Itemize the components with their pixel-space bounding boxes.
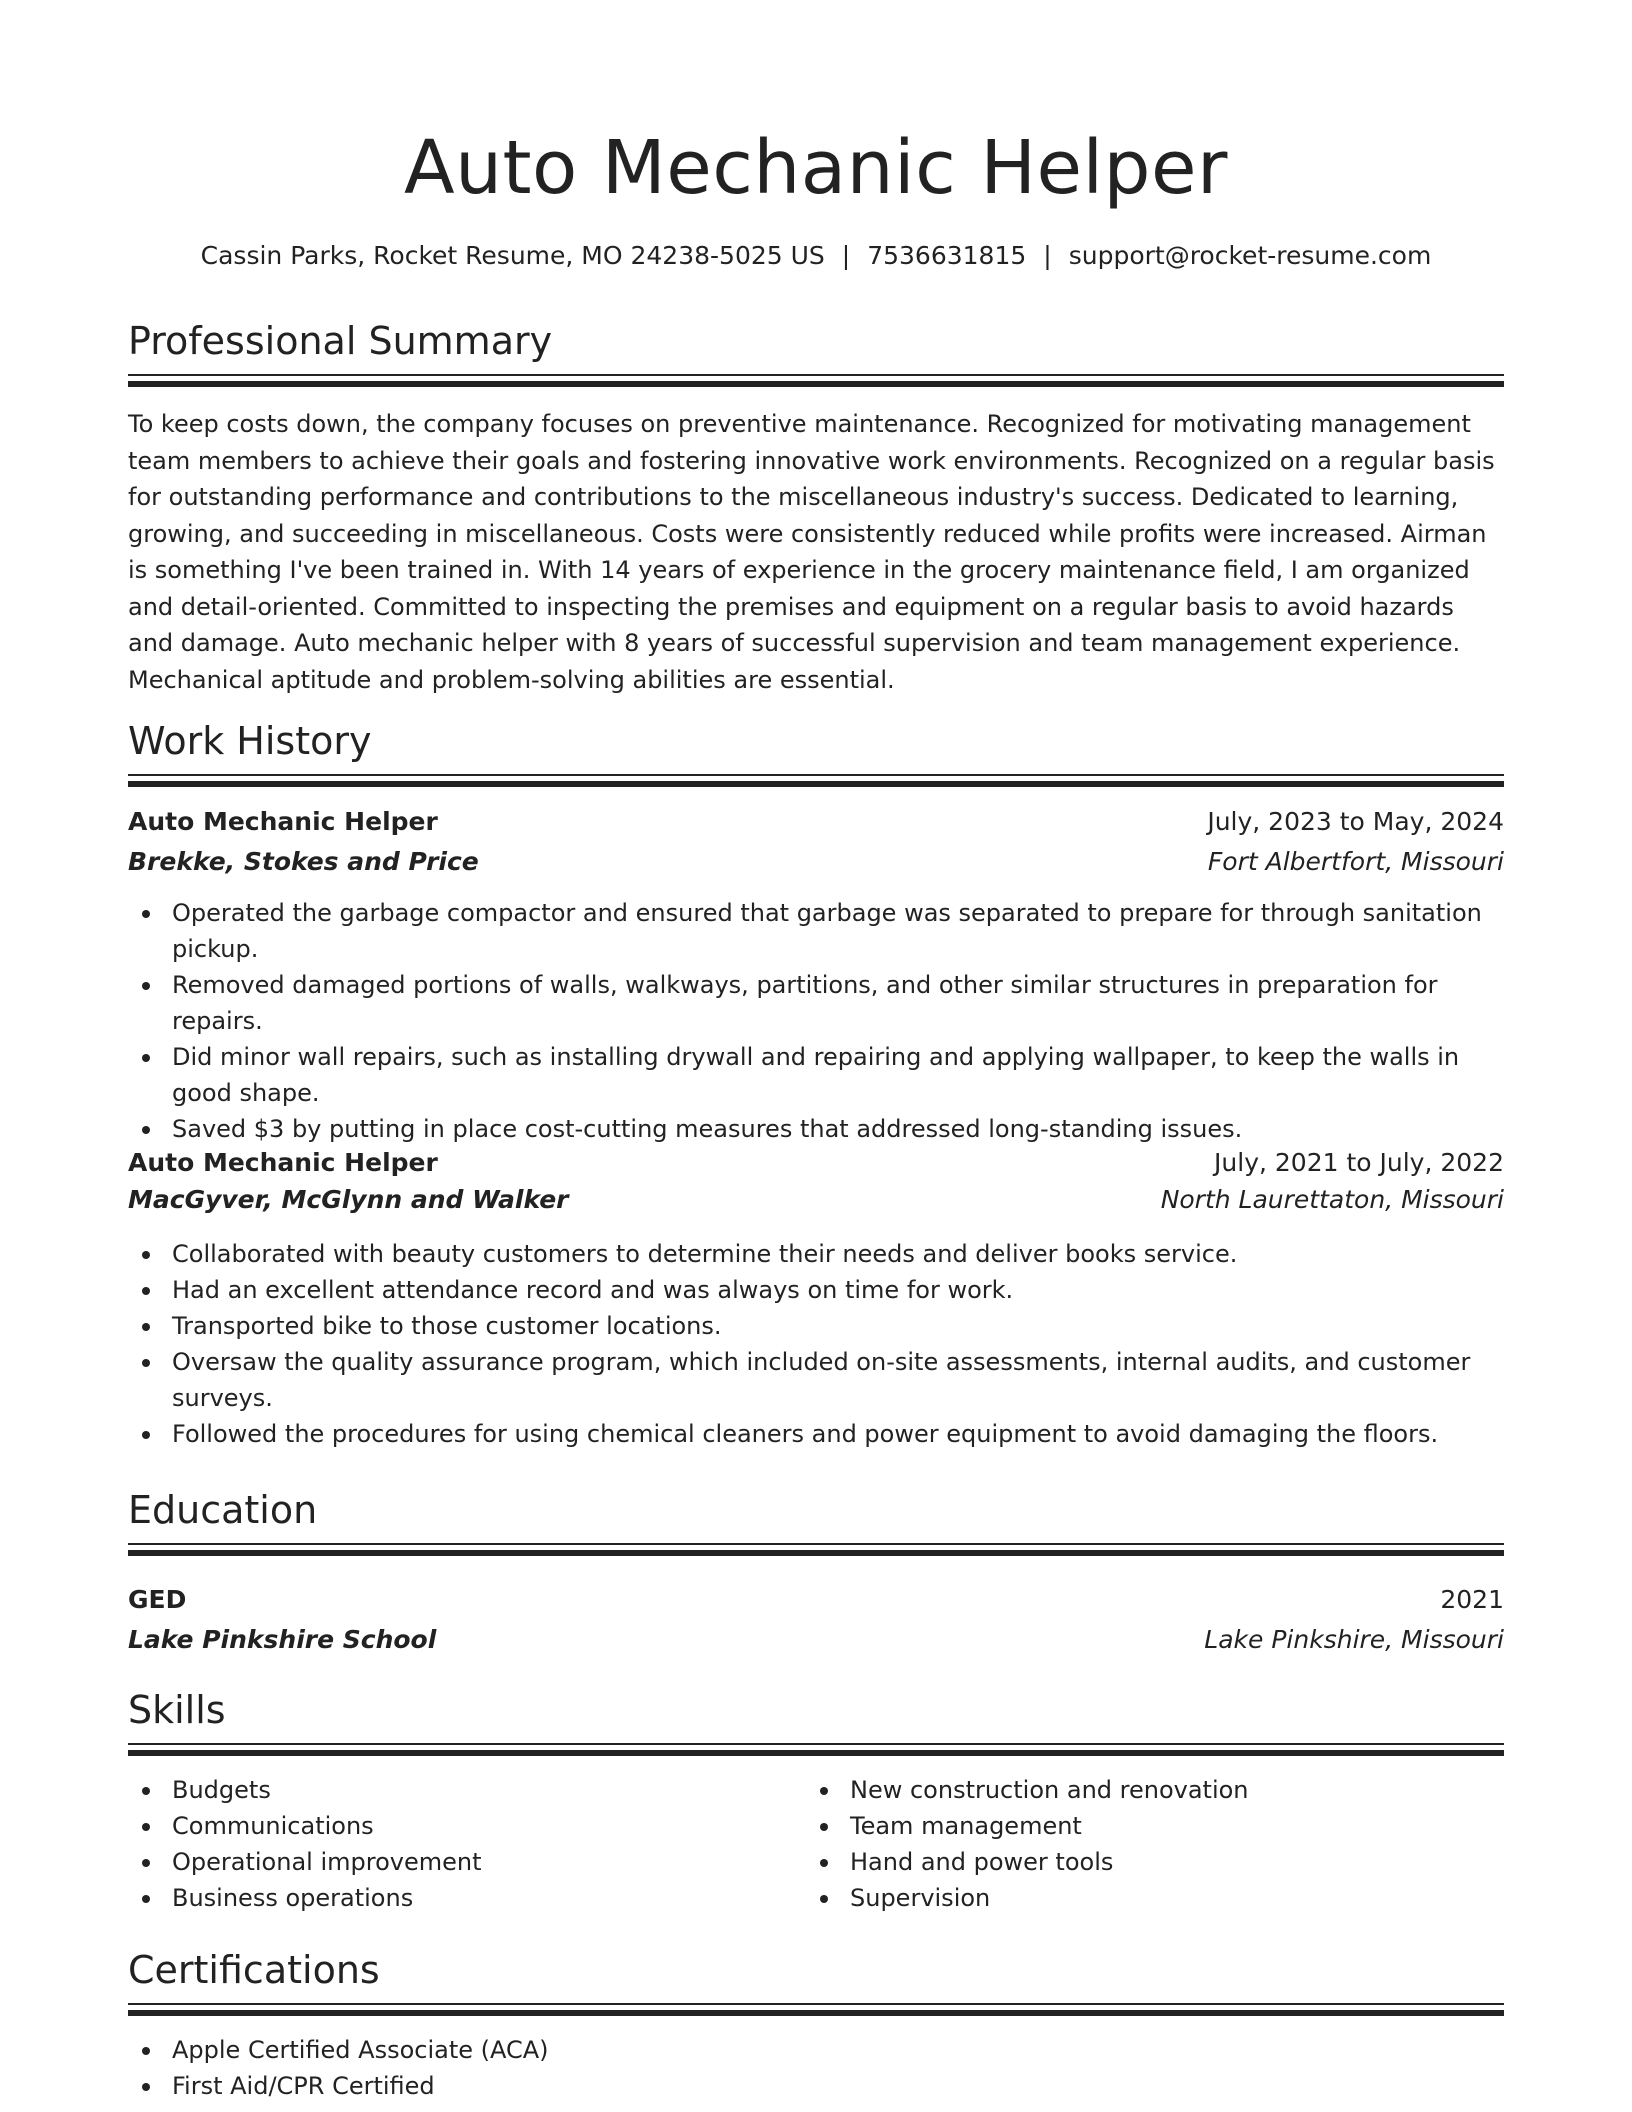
education-location: Lake Pinkshire, Missouri (1204, 1625, 1504, 1654)
job-subheader (128, 1181, 1504, 1219)
list-item: Apple Certified Associate (ACA) (128, 2032, 1504, 2068)
list-item: New construction and renovation (806, 1772, 1504, 1808)
section-divider (128, 774, 1504, 786)
list-item: Operated the garbage compactor and ensured that garbage was separated to prepare for through sanitation pickup. (128, 895, 1504, 967)
education-header (128, 1581, 1504, 1619)
job-bullets (128, 895, 1504, 1147)
job-role: Auto Mechanic Helper (128, 807, 438, 836)
section-title-skills: Skills (128, 1688, 226, 1732)
job-bullets (128, 1236, 1504, 1452)
contact-separator: | (841, 241, 851, 270)
section-divider (128, 1743, 1504, 1755)
contact-address: Cassin Parks, Rocket Resume, MO 24238-5025 US (200, 241, 825, 270)
education-subheader (128, 1621, 1504, 1659)
job-location: Fort Albertfort, Missouri (1207, 847, 1504, 876)
section-title-work: Work History (128, 719, 372, 763)
skills-list-right (806, 1772, 1504, 1916)
list-item: First Aid/CPR Certified (128, 2068, 1504, 2104)
list-item: Did minor wall repairs, such as installing drywall and repairing and applying wallpaper, to keep the walls in good shape. (128, 1039, 1504, 1111)
education-school: Lake Pinkshire School (128, 1625, 437, 1654)
section-title-certifications: Certifications (128, 1948, 380, 1992)
contact-line (128, 238, 1504, 274)
list-item: Budgets (128, 1772, 788, 1808)
list-item: Removed damaged portions of walls, walkways, partitions, and other similar structures in preparation for repairs. (128, 967, 1504, 1039)
contact-separator: | (1043, 241, 1052, 270)
list-item: Operational improvement (128, 1844, 788, 1880)
job-company: Brekke, Stokes and Price (128, 847, 479, 876)
list-item: Saved $3 by putting in place cost-cutting measures that addressed long-standing issues. (128, 1111, 1504, 1147)
section-divider (128, 374, 1504, 386)
candidate-name: Auto Mechanic Helper (404, 125, 1228, 211)
list-item: Had an excellent attendance record and was always on time for work. (128, 1272, 1504, 1308)
list-item: Oversaw the quality assurance program, which included on-site assessments, internal audits, and customer surveys. (128, 1344, 1504, 1416)
job-company: MacGyver, McGlynn and Walker (128, 1185, 569, 1214)
job-header (128, 1144, 1504, 1182)
list-item: Followed the procedures for using chemical cleaners and power equipment to avoid damaging the floors. (128, 1416, 1504, 1452)
contact-phone: 7536631815 (867, 241, 1027, 270)
education-year: 2021 (1440, 1585, 1504, 1614)
section-divider (128, 1543, 1504, 1555)
summary-text: To keep costs down, the company focuses on preventive maintenance. Recognized for motivating management team members to achieve their goals and fostering innovative work environments. Recognized on a regular basis for outstanding performance and contributions to the miscellaneous industry's success. Dedicated to learning, growing, and succeeding in miscellaneous. Costs were consistently reduced while profits were increased. Airman is something I've been trained in. With 14 years of experience in the grocery maintenance field, I am organized and detail-oriented. Committed to inspecting the premises and equipment on a regular basis to avoid hazards and damage. Auto mechanic helper with 8 years of successful supervision and team management experience. Mechanical aptitude and problem-solving abilities are essential. (128, 410, 1495, 694)
list-item: Supervision (806, 1880, 1504, 1916)
section-title-education: Education (128, 1488, 318, 1532)
section-divider (128, 2003, 1504, 2015)
section-title-summary: Professional Summary (128, 319, 553, 363)
certifications-list (128, 2032, 1504, 2104)
education-degree: GED (128, 1585, 187, 1614)
job-location: North Laurettaton, Missouri (1160, 1185, 1504, 1214)
list-item: Communications (128, 1808, 788, 1844)
skills-list-left (128, 1772, 788, 1916)
job-role: Auto Mechanic Helper (128, 1148, 438, 1177)
list-item: Team management (806, 1808, 1504, 1844)
contact-email: support@rocket-resume.com (1068, 241, 1432, 270)
list-item: Business operations (128, 1880, 788, 1916)
job-dates: July, 2021 to July, 2022 (1214, 1148, 1504, 1177)
job-header (128, 803, 1504, 841)
list-item: Hand and power tools (806, 1844, 1504, 1880)
list-item: Transported bike to those customer locations. (128, 1308, 1504, 1344)
job-subheader (128, 843, 1504, 881)
job-dates: July, 2023 to May, 2024 (1207, 807, 1504, 836)
list-item: Collaborated with beauty customers to determine their needs and deliver books service. (128, 1236, 1504, 1272)
